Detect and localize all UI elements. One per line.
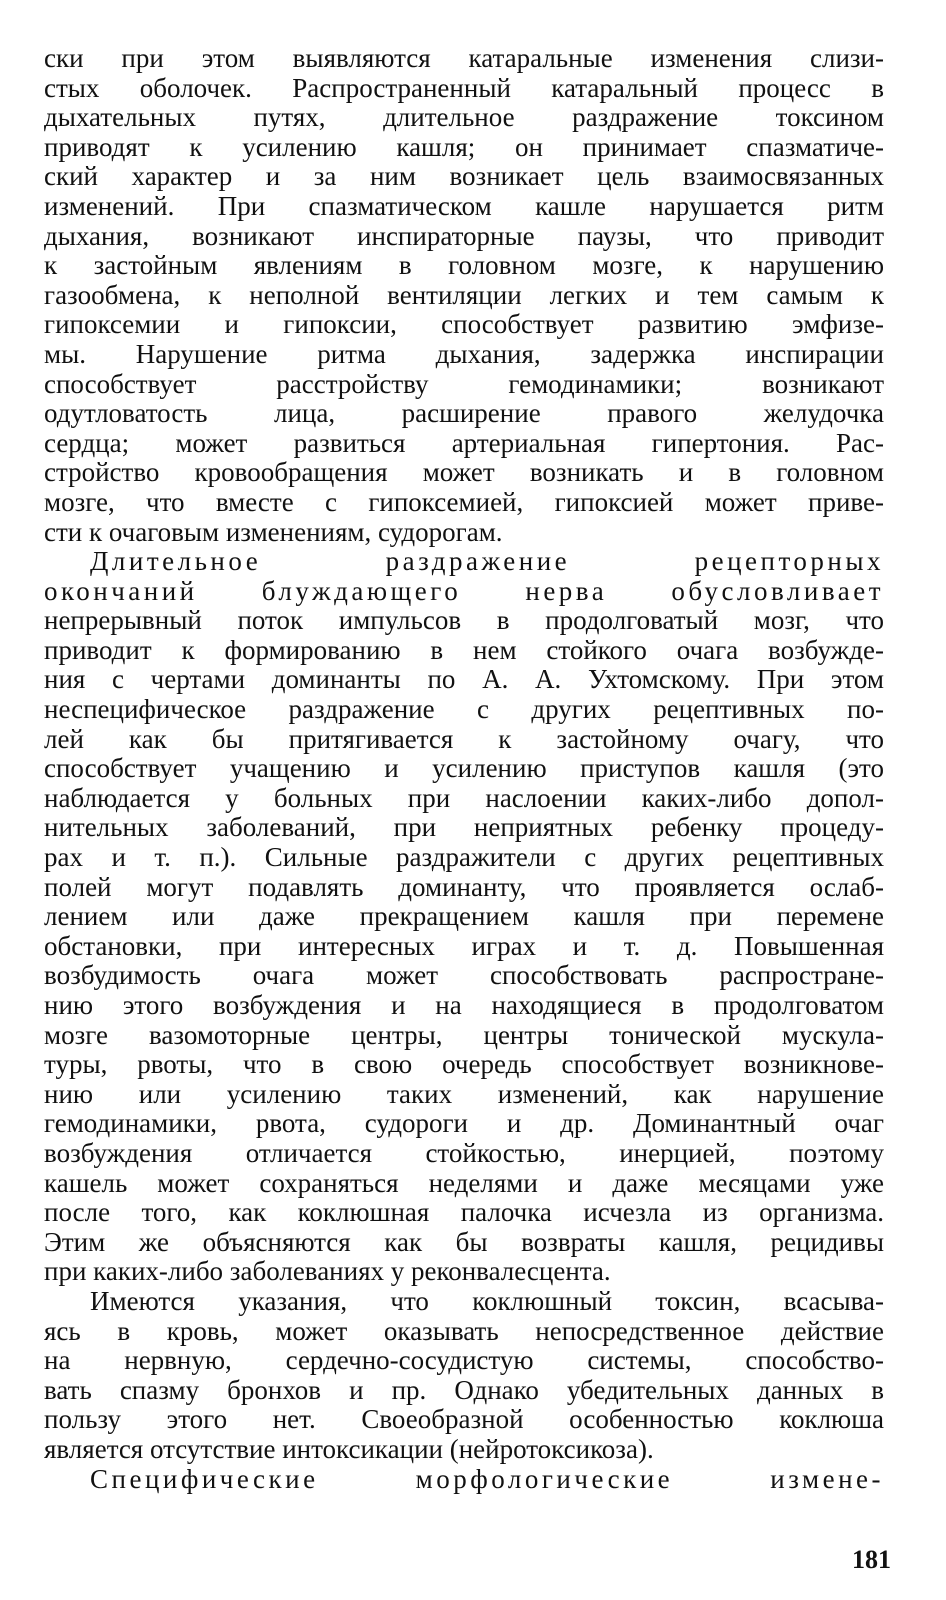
text-line: рах и т. п.). Сильные раздражители с других рецептивных: [44, 843, 884, 873]
text-line: неспецифическое раздражение с других рецептивных по-: [44, 695, 884, 725]
text-line: является отсутствие интоксикации (нейротоксикоза).: [44, 1434, 654, 1464]
text-line: изменений. При спазматическом кашле нарушается ритм: [44, 191, 884, 221]
text-line: газообмена, к неполной вентиляции легких и тем самым к: [44, 280, 884, 310]
text-line: обстановки, при интересных играх и т. д. Повышенная: [44, 931, 884, 961]
text-line: туры, рвоты, что в свою очередь способствует возникнове-: [44, 1050, 884, 1080]
text-line: к застойным явлениям в головном мозге, к нарушению: [44, 251, 884, 281]
text-line-spaced: Специфические морфологические измене-: [90, 1464, 884, 1494]
text-line: лением или даже прекращением кашля при перемене: [44, 902, 884, 932]
text-line: дыхательных путях, длительное раздражение токсином: [44, 103, 884, 133]
text-line: способствует расстройству гемодинамики; возникают: [44, 369, 884, 399]
text-line: стройство кровообращения может возникать и в головном: [44, 458, 884, 488]
text-line: лей как бы притягивается к застойному очагу, что: [44, 724, 884, 754]
text-line-spaced: окончаний блуждающего нерва обусловливает: [44, 576, 884, 606]
text-line: гемодинамики, рвота, судороги и др. Доминантный очаг: [44, 1109, 884, 1139]
text-line: возбудимость очага может способствовать распростране-: [44, 961, 884, 991]
text-line: нию или усилению таких изменений, как нарушение: [44, 1079, 884, 1109]
text-line: приводит к формированию в нем стойкого очага возбужде-: [44, 635, 884, 665]
text-line: ский характер и за ним возникает цель взаимосвязанных: [44, 162, 884, 192]
text-line: сердца; может развиться артериальная гипертония. Рас-: [44, 428, 884, 458]
text-line: кашель может сохраняться неделями и даже месяцами уже: [44, 1168, 884, 1198]
text-line: сти к очаговым изменениям, судорогам.: [44, 517, 503, 547]
body-text: [44, 44, 884, 1494]
text-line: при каких-либо заболеваниях у реконвалесцента.: [44, 1257, 611, 1287]
text-line: стых оболочек. Распространенный катаральный процесс в: [44, 73, 884, 103]
text-line: на нервную, сердечно-сосудистую системы, способство-: [44, 1346, 884, 1376]
text-line: ски при этом выявляются катаральные изменения слизи-: [44, 44, 884, 73]
text-line-spaced: Длительное раздражение рецепторных: [90, 547, 884, 577]
text-line: гипоксемии и гипоксии, способствует развитию эмфизе-: [44, 310, 884, 340]
text-line: нительных заболеваний, при неприятных ребенку процеду-: [44, 813, 884, 843]
text-line: после того, как коклюшная палочка исчезла из организма.: [44, 1198, 884, 1228]
text-line: дыхания, возникают инспираторные паузы, что приводит: [44, 221, 884, 251]
text-line: ния с чертами доминанты по А. А. Ухтомскому. При этом: [44, 665, 884, 695]
text-line: непрерывный поток импульсов в продолговатый мозг, что: [44, 606, 884, 636]
text-line: способствует учащению и усилению приступов кашля (это: [44, 754, 884, 784]
text-line: приводят к усилению кашля; он принимает спазматиче-: [44, 132, 884, 162]
text-line: мы. Нарушение ритма дыхания, задержка инспирации: [44, 339, 884, 369]
text-line: ясь в кровь, может оказывать непосредственное действие: [44, 1316, 884, 1346]
text-line: Этим же объясняются как бы возвраты кашля, рецидивы: [44, 1227, 884, 1257]
text-line: возбуждения отличается стойкостью, инерцией, поэтому: [44, 1138, 884, 1168]
text-line: мозге, что вместе с гипоксемией, гипоксией может приве-: [44, 487, 884, 517]
page-number: 181: [852, 1545, 891, 1574]
text-line: наблюдается у больных при наслоении каких-либо допол-: [44, 783, 884, 813]
text-line: полей могут подавлять доминанту, что проявляется ослаб-: [44, 872, 884, 902]
text-line: нию этого возбуждения и на находящиеся в продолговатом: [44, 991, 884, 1020]
text-line: вать спазму бронхов и пр. Однако убедительных данных в: [44, 1375, 884, 1405]
text-line: Имеются указания, что коклюшный токсин, всасыва-: [90, 1286, 884, 1316]
text-line: пользу этого нет. Своеобразной особенностью коклюша: [44, 1405, 884, 1435]
text-line: одутловатость лица, расширение правого желудочка: [44, 399, 884, 429]
text-line: мозге вазомоторные центры, центры тонической мускула-: [44, 1020, 884, 1050]
